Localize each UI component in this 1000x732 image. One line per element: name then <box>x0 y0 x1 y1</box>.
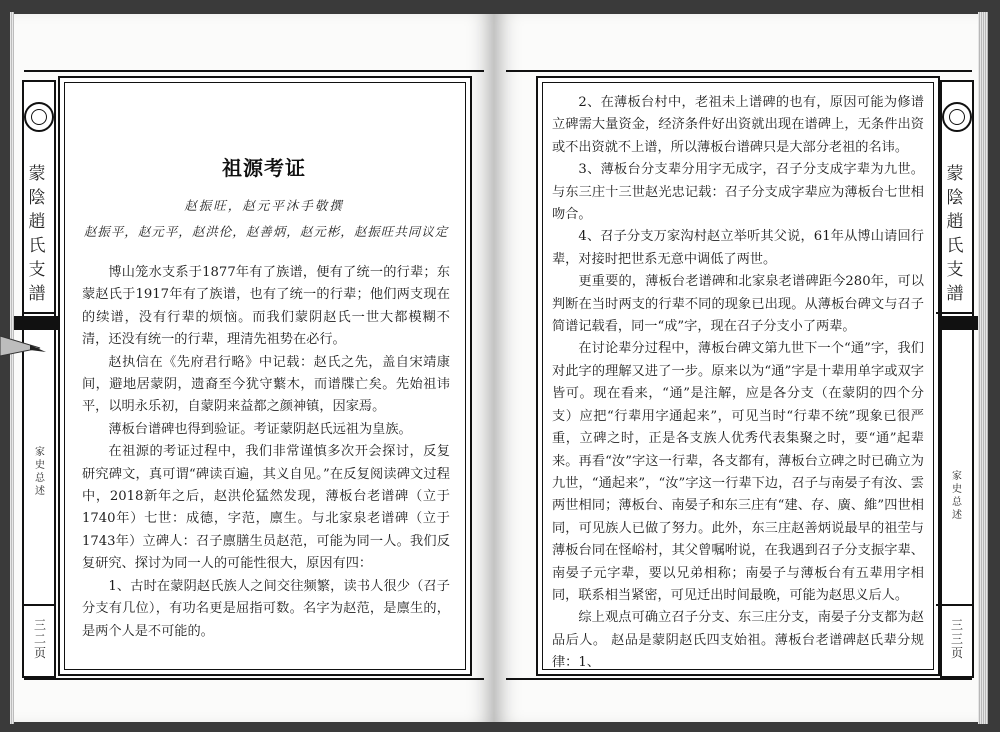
right-body-text <box>552 92 924 675</box>
right-page <box>494 14 978 722</box>
left-section-tag: 家 史 总 述 <box>35 447 45 497</box>
paragraph: 2、在薄板台村中，老祖未上谱碑的也有，原因可能为修谱立碑需大量资金，经济条件好出资就出现在谱碑上，无条件出资或不出资就不上谱，所以薄板台谱碑只是大部分老祖的名讳。 <box>552 95 924 155</box>
paragraph: 在祖源的考证过程中，我们非常谨慎多次开会探讨，反复研究碑文，真可谓“碑读百遍，其义自见。”在反复阅读碑文过程中，2018新年之后，赵洪伦猛然发现，薄板台老谱碑（立于1740年）七世：成德，字范，廪生。与北家泉老谱碑（立于1743年）立碑人：召子廪膳生员赵范，可能为同一人。我们反复研究、探讨为同一人的可能性很大，原因有四： <box>82 444 450 572</box>
right-page-edges <box>978 12 988 724</box>
paragraph: 3、薄板台分支辈分用字无成字，召子分支成字辈为九世。与东三庄十三世赵光忠记载：召子分支成字辈应为薄板台七世相吻合。 <box>552 162 924 223</box>
paragraph: 在讨论辈分过程中，薄板台碑文第九世下一个“通”字，我们对此字的理解又进了一步。原来以为“通”字是十辈用单字或双字皆可。现在看来，“通”是注解，应是各分支（在蒙阴的四个分支）应把“行辈用字通起来”，可见当时“行辈不统”现象已很严重，立碑之时，正是各支族人优秀代表集聚之时，要“通”起辈来。再看“汝”字这一行辈，各支都有，薄板台立碑之时已确立为九世，“通起来”，“汝”字这一行辈下边，召子与南晏子有汝、雲两世相同；薄板台、南晏子和东三庄有“建、存、廣、維”四世相同，可见族人已做了努力。此外，东三庄赵善炳说最早的祖茔与薄板台同在怪峪村，其父曾嘱咐说，在我遇到召子分支振字辈、南晏子元字辈，要以兄弟相称；南晏子与薄板台有五辈用字相同，联系相当紧密，可见迁出时间最晚，可能为赵思义后人。 <box>552 341 924 603</box>
top-rule <box>24 70 484 72</box>
right-volume-title: 蒙 陰 趙 氏 支 譜 <box>946 164 964 304</box>
pen-tip-icon <box>0 326 46 362</box>
author-line: 赵振旺，赵元平沐手敬撰 <box>184 198 344 213</box>
bottom-rule <box>506 678 972 680</box>
seal-emblem-icon <box>942 102 972 132</box>
left-body-text <box>82 262 450 643</box>
paragraph: 1、古时在蒙阴赵氏族人之间交往频繁，读书人很少（召子分支有几位），有功名更是屈指可数。名字为赵范，是廪生的，是两个人是不可能的。 <box>82 578 450 639</box>
contributors-line: 赵振平，赵元平，赵洪伦，赵善炳，赵元彬，赵振旺共同议定 <box>83 224 449 239</box>
left-page-number: 三 二 页 <box>33 618 46 660</box>
sidebar-black-band <box>940 316 978 330</box>
sidebar-divider-lower <box>936 604 972 606</box>
bottom-rule <box>24 678 484 680</box>
right-page-number: 三 三 页 <box>950 618 963 660</box>
top-rule <box>506 70 972 72</box>
paragraph: 赵执信在《先府君行略》中记载：赵氏之先，盖自宋靖康间，避地居蒙阴，遗裔至今犹守蘩木，而谱牒亡矣。先始祖讳平，以明永乐初，自蒙阴来益都之颜神镇，因家焉。 <box>82 354 450 415</box>
paragraph: 4、召子分支万家沟村赵立举听其父说，61年从博山请回行辈，对接时把世系无意中调低了两世。 <box>552 229 924 267</box>
paragraph: 更重要的，薄板台老谱碑和北家泉老谱碑距今280年，可以判断在当时两支的行辈不同的现象已出现。从薄板台碑文与召子简谱记载看，同一“成”字，现在召子分支小了两辈。 <box>552 274 924 335</box>
paragraph: 薄板台谱碑也得到验证。考证蒙阴赵氏远祖为皇族。 <box>108 421 412 437</box>
sidebar-divider <box>936 312 972 314</box>
left-volume-title: 蒙 陰 趙 氏 支 譜 <box>28 164 46 304</box>
sidebar-divider <box>22 312 56 314</box>
sidebar-divider-lower <box>22 604 56 606</box>
right-section-tag: 家 史 总 述 <box>952 471 962 521</box>
seal-emblem-icon <box>24 102 54 132</box>
paragraph: 博山笼水支系于1877年有了族谱，便有了统一的行辈；东蒙赵氏于1917年有了族谱，也有了统一的行辈；他们两支现在的续谱，没有行辈的烦恼。而我们蒙阴赵氏一世大都模糊不清，还没有统一的行辈，理清先祖势在必行。 <box>82 265 450 348</box>
page-title: 祖源考证 <box>222 156 306 180</box>
left-page <box>14 14 494 722</box>
paragraph: 综上观点可确立召子分支、东三庄分支，南晏子分支都为赵品后人。 赵品是蒙阴赵氏四支始祖。薄板台老谱碑赵氏辈分规律：1、 <box>552 610 924 671</box>
